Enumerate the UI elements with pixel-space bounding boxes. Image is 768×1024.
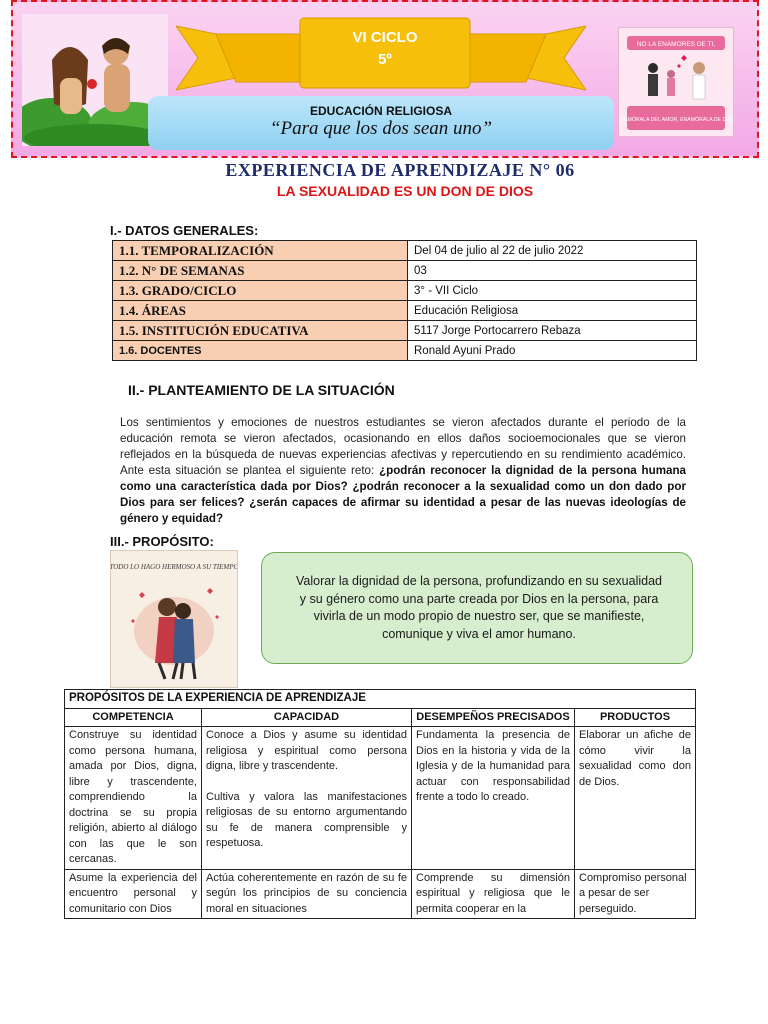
row-value: 03 (408, 261, 697, 281)
poster-bottom-text: ENAMÓRALA DEL AMOR, ENAMÓRALA DE DIOS (619, 117, 733, 123)
table-row (65, 869, 696, 919)
cycle-label: VI CICLO (352, 29, 418, 46)
table-row (113, 321, 697, 341)
row-label: 1.6. DOCENTES (113, 341, 408, 361)
table-row (113, 281, 697, 301)
competencias-table (64, 689, 696, 919)
table-row (113, 341, 697, 361)
desempenos-cell: Fundamenta la presencia de Dios en la historia y vida de la Iglesia y de la humanidad para actuar con responsabilidad frente a todo lo creado. (412, 727, 575, 870)
column-header: CAPACIDAD (202, 708, 412, 727)
proposito-box: Valorar la dignidad de la persona, profundizando en su sexualidad y su género como una parte creada por Dios en la persona, para vivirla de un modo propio de nuestro ser, que se manifieste, comunique y viva el amor humano. (261, 552, 693, 664)
table-row (65, 727, 696, 870)
competencia-cell: Asume la experiencia del encuentro personal y comunitario con Dios (65, 869, 202, 919)
table-header-row (65, 708, 696, 727)
table-caption: PROPÓSITOS DE LA EXPERIENCIA DE APRENDIZAJE (65, 690, 696, 709)
table-row (113, 241, 697, 261)
desempenos-cell: Comprende su dimensión espiritual y religiosa que le permita cooperar en la (412, 869, 575, 919)
productos-cell: Compromiso personal a pesar de ser perseguido. (575, 869, 696, 919)
experience-subtitle: LA SEXUALIDAD ES UN DON DE DIOS (276, 183, 534, 199)
row-value: Educación Religiosa (408, 301, 697, 321)
column-header: COMPETENCIA (65, 708, 202, 727)
row-label: 1.4. ÁREAS (113, 301, 408, 321)
table-row (113, 301, 697, 321)
table-row (113, 261, 697, 281)
image-quote: “TODO LO HAGO HERMOSO A SU TIEMPO” (111, 563, 237, 571)
competencia-cell: Construye su identidad como persona humana, amada por Dios, digna, libre y trascendente, comprendiendo la doctrina se su propia religión, abierto al diálogo con las que le son cercanas. (65, 727, 202, 870)
capacidad-cell (202, 727, 412, 870)
poster-image (618, 27, 734, 137)
row-value: Ronald Ayuni Prado (408, 341, 697, 361)
row-value: 5117 Jorge Portocarrero Rebaza (408, 321, 697, 341)
capacidad-item: Conoce a Dios y asume su identidad religiosa y espiritual como persona digna, libre y trascendente. (206, 729, 407, 772)
productos-cell: Elaborar un afiche de cómo vivir la sexualidad como don de Dios. (575, 727, 696, 870)
couple-drawing (111, 551, 237, 687)
adam-eve-illustration (22, 14, 168, 146)
capacidad-item: Cultiva y valora las manifestaciones religiosas de su entorno argumentando su fe de manera comprensible y respetuosa. (206, 790, 407, 849)
situacion-text: Los sentimientos y emociones de nuestros estudiantes se vieron afectados durante el periodo de la educación remota se vieron afectados, ocasionando en ellos daños socioemocionales que se vieron reflejados en la búsqueda de nuevas experiencias afectivas y repercutiendo en su rendimiento académico. Ante esta situación se plantea el siguiente reto: (120, 416, 686, 477)
poster-top-text: NO LA ENAMORES DE TI, (636, 41, 716, 48)
grade-label: 5º (378, 51, 392, 68)
row-label: 1.5. INSTITUCIÓN EDUCATIVA (113, 321, 408, 341)
section-situacion-heading: II.- PLANTEAMIENTO DE LA SITUACIÓN (128, 382, 395, 398)
row-label: 1.3. GRADO/CICLO (113, 281, 408, 301)
couple-illustration (110, 550, 238, 688)
motto-text: “Para que los dos sean uno” (269, 118, 493, 139)
row-value: Del 04 de julio al 22 de julio 2022 (408, 241, 697, 261)
row-value: 3° - VII Ciclo (408, 281, 697, 301)
row-label: 1.1. TEMPORALIZACIÓN (113, 241, 408, 261)
table-caption-row (65, 690, 696, 709)
datos-generales-table (112, 240, 697, 361)
row-label: 1.2. N° DE SEMANAS (113, 261, 408, 281)
section-proposito-heading: III.- PROPÓSITO: (110, 534, 214, 549)
experience-title: EXPERIENCIA DE APRENDIZAJE N° 06 (225, 160, 575, 180)
column-header: PRODUCTOS (575, 708, 696, 727)
situacion-paragraph (120, 415, 686, 527)
situacion-reto: ¿podrán reconocer la dignidad de la persona humana como una característica dada por Dios? ¿podrán reconocer a la sexualidad como un don dado por Dios para ser felices? ¿serán capaces de afirmar su identidad a pesar de las nuevas ideologías de género y equidad? (120, 464, 687, 525)
area-title: EDUCACIÓN RELIGIOSA (309, 104, 452, 118)
section-datos-heading: I.- DATOS GENERALES: (110, 223, 259, 238)
poster-illustration (619, 28, 733, 136)
column-header: DESEMPEÑOS PRECISADOS (412, 708, 575, 727)
capacidad-cell: Actúa coherentemente en razón de su fe según los principios de su conciencia moral en situaciones (202, 869, 412, 919)
